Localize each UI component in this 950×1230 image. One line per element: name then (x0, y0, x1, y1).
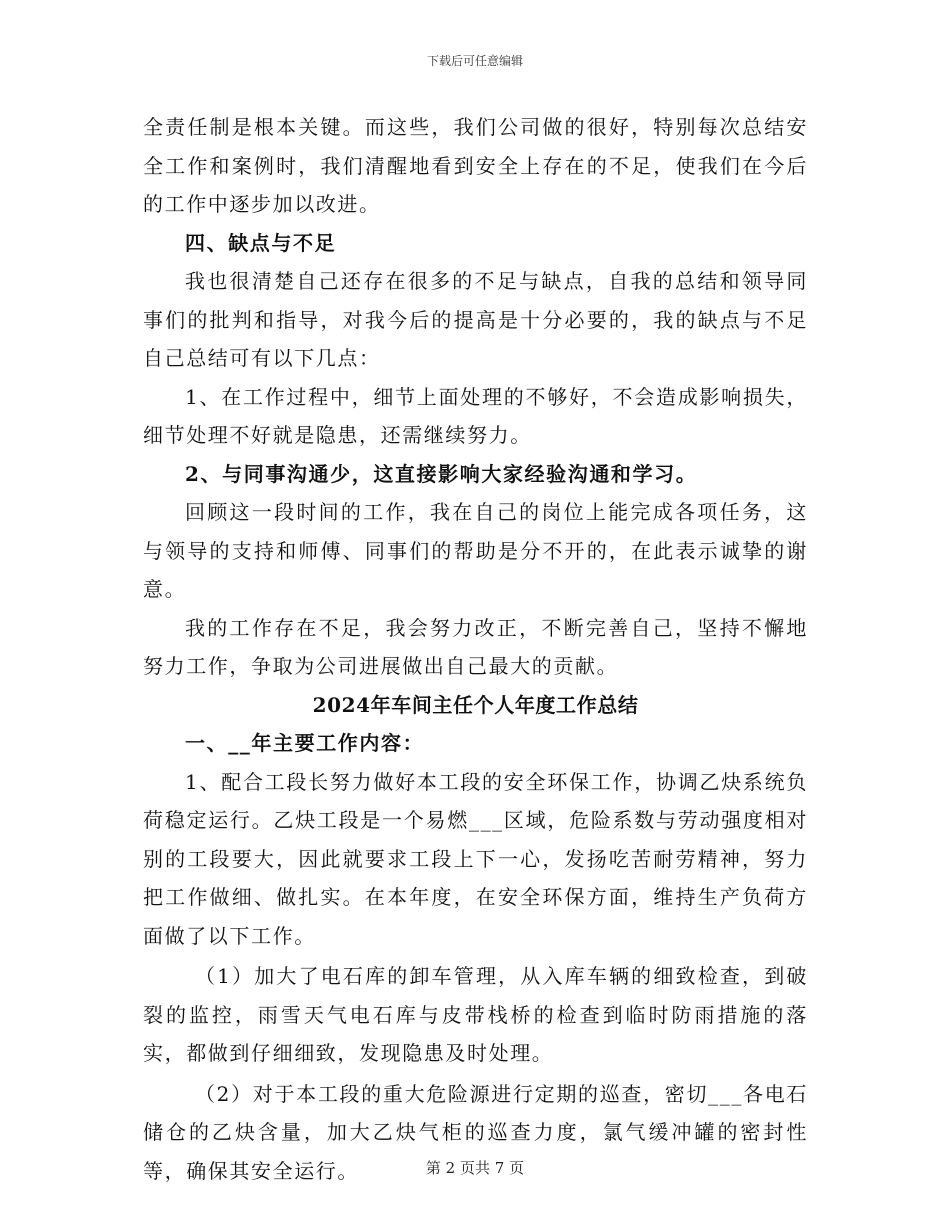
list-item-1: 1、在工作过程中，细节上面处理的不够好，不会造成影响损失，细节处理不好就是隐患，还需继续努力。 (143, 384, 808, 447)
paragraph-review: 回顾这一段时间的工作，我在自己的岗位上能完成各项任务，这与领导的支持和师傅、同事们的帮助是分不开的，在此表示诚挚的谢意。 (143, 500, 808, 601)
document-title: 2024年车间主任个人年度工作总结 (312, 692, 639, 717)
section-heading-main-work: 一、__年主要工作内容： (185, 731, 425, 755)
paragraph-continuation: 全责任制是根本关键。而这些，我们公司做的很好，特别每次总结安全工作和案例时，我们清醒地看到安全上存在的不足，使我们在今后的工作中逐步加以改进。 (143, 115, 808, 216)
paragraph-subitem-2: （2）对于本工段的重大危险源进行定期的巡查，密切___各电石储仓的乙炔含量，加大乙炔气柜的巡查力度，氯气缓冲罐的密封性等，确保其安全运行。 (143, 1081, 808, 1183)
paragraph-commitment: 我的工作存在不足，我会努力改正，不断完善自己，坚持不懈地努力工作，争取为公司进展做出自己最大的贡献。 (143, 615, 808, 678)
paragraph-shortcomings-intro: 我也很清楚自己还存在很多的不足与缺点，自我的总结和领导同事们的批判和指导，对我今后的提高是十分必要的，我的缺点与不足自己总结可有以下几点： (143, 269, 808, 370)
page-footer: 第 2 页共 7 页 (425, 1159, 525, 1177)
list-item-2: 2、与同事沟通少，这直接影响大家经验沟通和学习。 (185, 461, 698, 486)
paragraph-subitem-1: （1）加大了电石库的卸车管理，从入库车辆的细致检查，到破裂的监控，雨雪天气电石库与皮带栈桥的检查到临时防雨措施的落实，都做到仔细细致，发现隐患及时处理。 (143, 964, 808, 1065)
paragraph-work-item-1: 1、配合工段长努力做好本工段的安全环保工作，协调乙炔系统负荷稳定运行。乙炔工段是一个易燃___区域，危险系数与劳动强度相对别的工段要大，因此就要求工段上下一心，发扬吃苦耐劳精神，努力把工作做细、做扎实。在本年度，在安全环保方面，维持生产负荷方面做了以下工作。 (143, 769, 808, 948)
document-body (143, 108, 808, 1190)
section-heading-shortcomings: 四、缺点与不足 (185, 230, 337, 255)
page-header: 下载后可任意编辑 (426, 54, 523, 68)
